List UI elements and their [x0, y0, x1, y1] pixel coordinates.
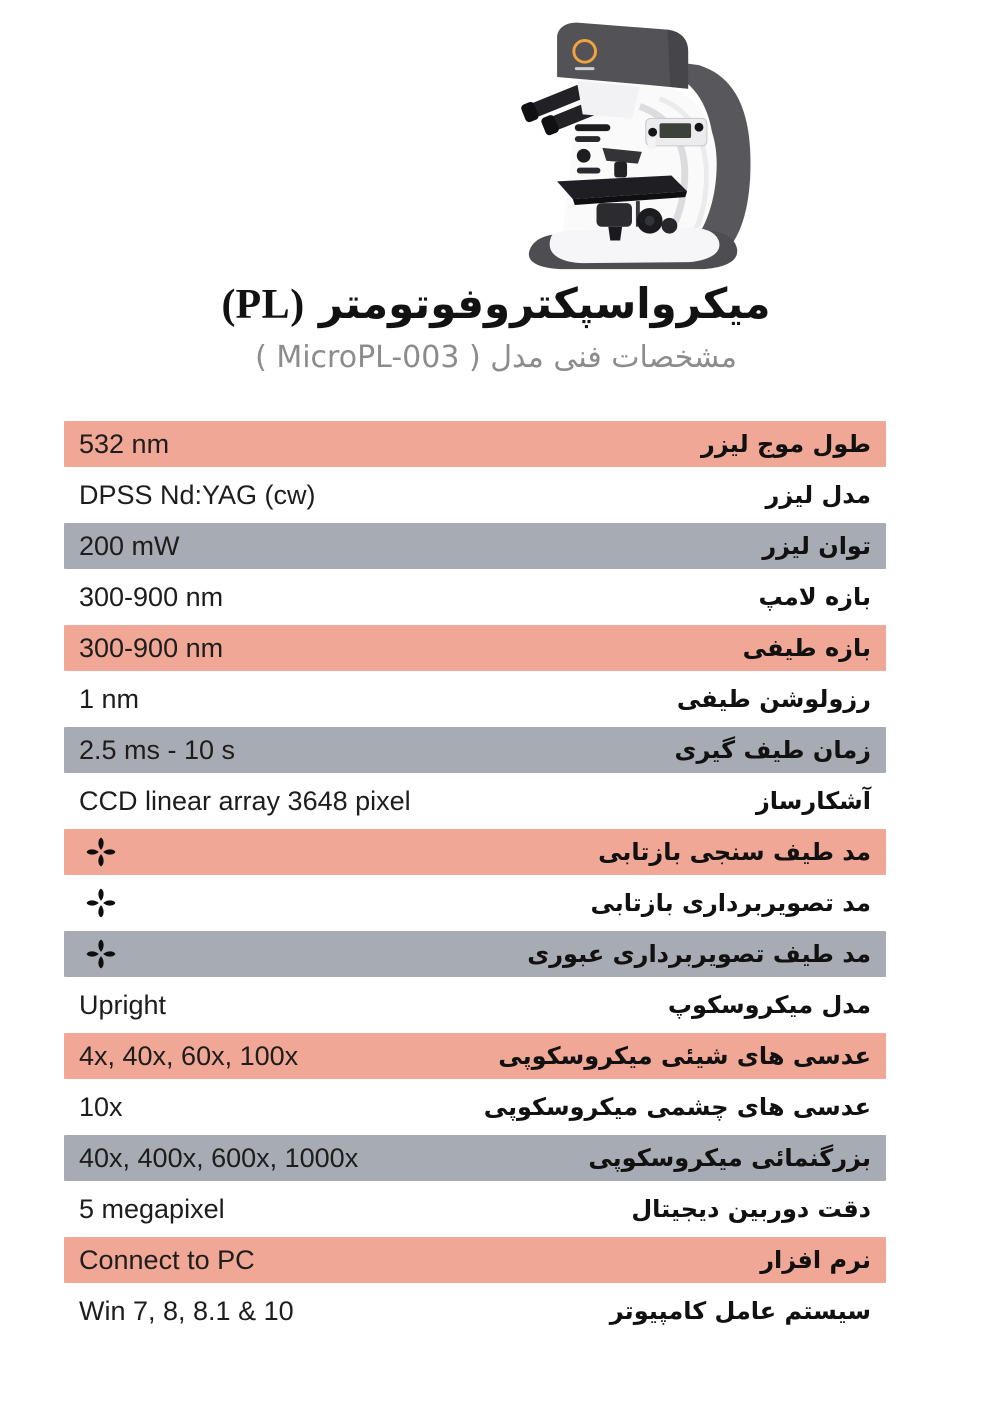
spec-label: مد تصویربرداری بازتابی — [590, 889, 871, 917]
spec-value-cell — [64, 836, 598, 868]
microscope-image — [490, 8, 770, 274]
spec-label: آشکارساز — [755, 787, 871, 815]
spec-value: 4x, 40x, 60x, 100x — [79, 1040, 299, 1071]
spec-value: 2.5 ms - 10 s — [79, 734, 236, 765]
spec-value: 300-900 nm — [79, 581, 224, 612]
spec-row — [64, 829, 886, 875]
spec-value: Win 7, 8, 8.1 & 10 — [79, 1295, 294, 1326]
spec-row — [64, 727, 886, 773]
four-petal-asterisk-icon — [85, 836, 117, 868]
spec-label: بازه طیفی — [742, 634, 871, 662]
spec-value: Upright — [79, 989, 167, 1020]
spec-row — [64, 523, 886, 569]
spec-value-cell — [64, 1296, 610, 1327]
spec-label: سیستم عامل کامپیوتر — [609, 1297, 871, 1325]
spec-value-cell — [64, 480, 766, 511]
spec-row — [64, 472, 886, 518]
spec-value-cell — [64, 1092, 484, 1123]
spec-label: بازه لامپ — [758, 583, 871, 611]
spec-row — [64, 1033, 886, 1079]
spec-value: Connect to PC — [79, 1244, 255, 1275]
spec-row — [64, 574, 886, 620]
spec-row — [64, 778, 886, 824]
spec-value-cell — [64, 684, 677, 715]
spec-value-cell — [64, 938, 527, 970]
spec-label: بزرگنمائی میکروسکوپی — [588, 1144, 871, 1172]
spec-value-cell — [64, 633, 743, 664]
spec-value-cell — [64, 1194, 631, 1225]
microscope-illustration — [490, 8, 770, 274]
spec-row — [64, 625, 886, 671]
four-petal-asterisk-icon — [85, 938, 117, 970]
spec-label: توان لیزر — [762, 532, 871, 560]
spec-value: CCD linear array 3648 pixel — [79, 785, 411, 816]
spec-label: عدسی های شیئی میکروسکوپی — [498, 1042, 871, 1070]
page-title-latin: (PL) — [221, 282, 305, 328]
lcd-panel — [646, 118, 707, 149]
spec-value-cell — [64, 786, 756, 817]
spec-value-cell — [64, 531, 762, 562]
spec-label: مد طیف سنجی بازتابی — [598, 838, 871, 866]
spec-row — [64, 982, 886, 1028]
spec-row — [64, 1135, 886, 1181]
spec-row — [64, 421, 886, 467]
spec-label: رزولوشن طیفی — [676, 685, 871, 713]
spec-row — [64, 1186, 886, 1232]
spec-row — [64, 676, 886, 722]
page-subtitle: مشخصات فنی مدل ( MicroPL-003 ) — [255, 340, 737, 375]
spec-label: دقت دوربین دیجیتال — [631, 1195, 871, 1223]
spec-value-cell — [64, 582, 759, 613]
spec-label: عدسی های چشمی میکروسکوپی — [483, 1093, 871, 1121]
spec-label: مدل لیزر — [765, 481, 871, 509]
spec-table — [64, 421, 886, 1339]
spec-row — [64, 931, 886, 977]
spec-value-cell — [64, 1245, 760, 1276]
spec-label: زمان طیف گیری — [674, 736, 871, 764]
page-title-farsi: میکرواسپکتروفوتومتر — [318, 279, 771, 328]
page-title — [0, 278, 992, 332]
spec-value-cell — [64, 990, 668, 1021]
spec-value-cell — [64, 429, 701, 460]
spec-value-cell — [64, 735, 674, 766]
spec-value: 200 mW — [79, 530, 180, 561]
four-petal-asterisk-icon — [85, 887, 117, 919]
spec-value-cell — [64, 1041, 498, 1072]
spec-value: 300-900 nm — [79, 632, 224, 663]
spec-row — [64, 1084, 886, 1130]
spec-label: نرم افزار — [760, 1246, 871, 1274]
spec-label: مد طیف تصویربرداری عبوری — [527, 940, 871, 968]
spec-value: 10x — [79, 1091, 123, 1122]
spec-value: 5 megapixel — [79, 1193, 225, 1224]
spec-value-cell — [64, 887, 590, 919]
spec-row — [64, 880, 886, 926]
spec-value: 532 nm — [79, 428, 170, 459]
spec-value: DPSS Nd:YAG (cw) — [79, 479, 316, 510]
spec-value: 40x, 400x, 600x, 1000x — [79, 1142, 359, 1173]
spec-value-cell — [64, 1143, 588, 1174]
spec-label: مدل میکروسکوپ — [667, 991, 871, 1019]
spec-value: 1 nm — [79, 683, 140, 714]
spec-row — [64, 1288, 886, 1334]
spec-row — [64, 1237, 886, 1283]
spec-label: طول موج لیزر — [701, 430, 871, 458]
